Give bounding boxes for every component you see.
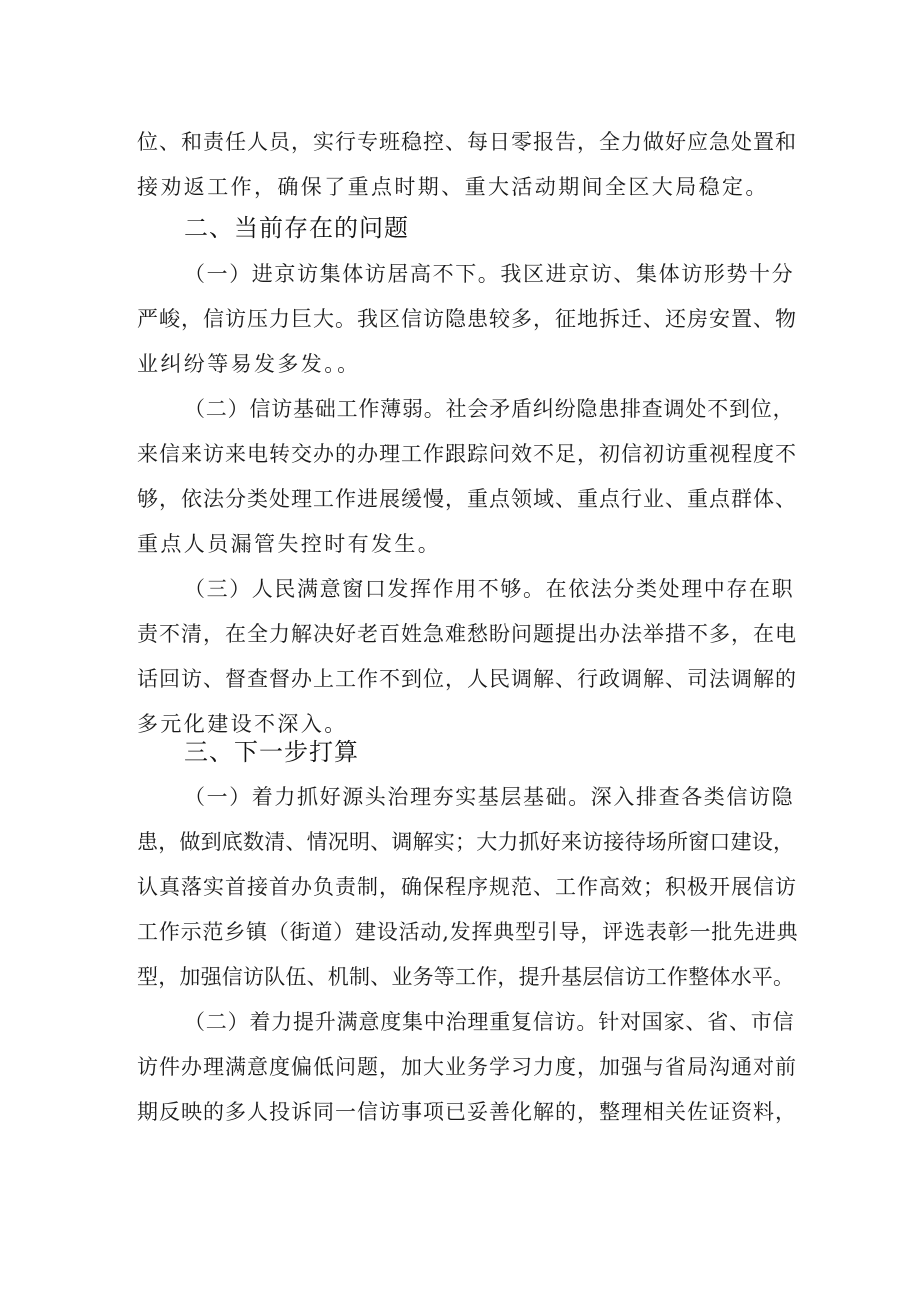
paragraph-line: （二）信访基础工作薄弱。社会矛盾纠纷隐患排查调处不到位， (184, 397, 795, 421)
paragraph-line: 业纠纷等易发多发。。 (137, 352, 361, 376)
paragraph-line: 责不清，在全力解决好老百姓急难愁盼问题提出办法举措不多，在电 (137, 622, 797, 646)
section-heading-next-steps: 三、下一步打算 (184, 738, 359, 766)
paragraph-line: 重点人员漏管失控时有发生。 (137, 532, 442, 556)
paragraph-line: （三）人民满意窗口发挥作用不够。在依法分类处理中存在职 (184, 577, 795, 601)
paragraph-line: 严峻，信访压力巨大。我区信访隐患较多，征地拆迁、还房安置、物 (137, 307, 797, 331)
paragraph-line: 期反映的多人投诉同一信访事项已妥善化解的，整理相关佐证资料， (137, 1100, 797, 1124)
paragraph-line: 话回访、督查督办上工作不到位，人民调解、行政调解、司法调解的 (137, 667, 797, 691)
paragraph-line: 多元化建设不深入。 (137, 712, 348, 736)
paragraph-line: 患，做到底数清、情况明、调解实；大力抓好来访接待场所窗口建设， (137, 830, 795, 854)
section-heading-issues: 二、当前存在的问题 (184, 214, 409, 242)
paragraph-line: （一）着力抓好源头治理夯实基层基础。深入排查各类信访隐 (184, 785, 795, 809)
paragraph-line: （二）着力提升满意度集中治理重复信访。针对国家、省、市信 (184, 1010, 795, 1034)
paragraph-line: 来信来访来电转交办的办理工作跟踪问效不足，初信初访重视程度不 (137, 442, 797, 466)
paragraph-line: 够，依法分类处理工作进展缓慢，重点领域、重点行业、重点群体、 (137, 487, 797, 511)
paragraph-line: 位、和责任人员，实行专班稳控、每日零报告，全力做好应急处置和 (137, 130, 797, 154)
paragraph-line: 访件办理满意度偏低问题，加大业务学习力度，加强与省局沟通对前 (137, 1055, 797, 1079)
paragraph-line: 认真落实首接首办负责制，确保程序规范、工作高效；积极开展信访 (137, 875, 797, 899)
paragraph-line: （一）进京访集体访居高不下。我区进京访、集体访形势十分 (184, 262, 795, 286)
paragraph-line: 型，加强信访队伍、机制、业务等工作，提升基层信访工作整体水平。 (137, 965, 795, 989)
paragraph-line: 工作示范乡镇（街道）建设活动,发挥典型引导，评选表彰一批先进典 (137, 920, 799, 944)
paragraph-line: 接劝返工作，确保了重点时期、重大活动期间全区大局稳定。 (137, 175, 769, 199)
